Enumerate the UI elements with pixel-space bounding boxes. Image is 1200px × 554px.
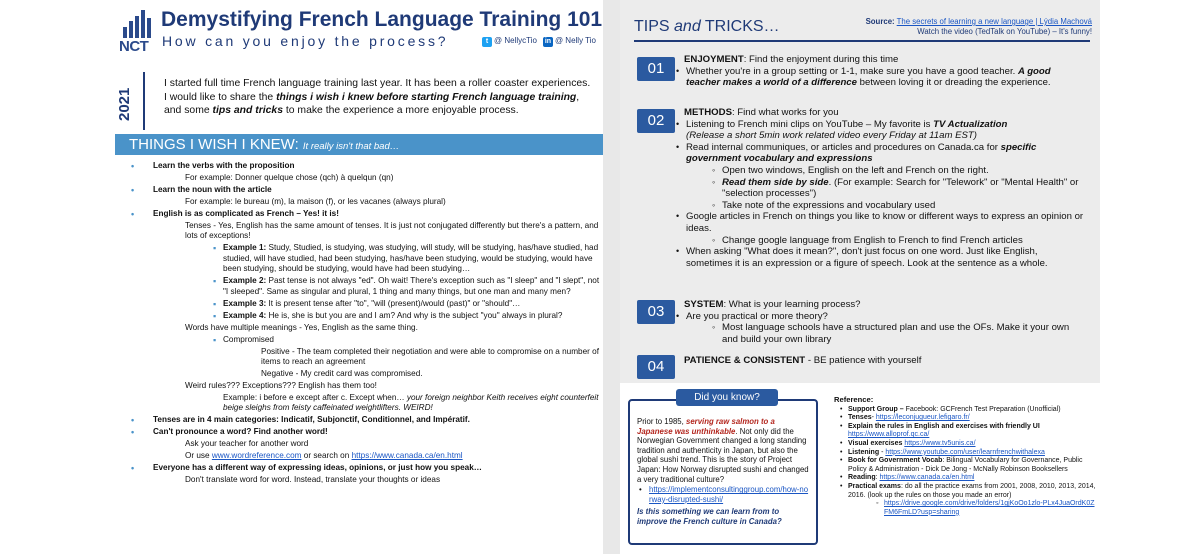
example-label: Example 1:: [223, 243, 267, 253]
tip-heading-label: SYSTEM: [684, 299, 724, 310]
bullet: •: [131, 161, 135, 171]
bullet: •: [676, 310, 680, 321]
bullet: •: [676, 65, 680, 76]
tip-line: [620, 200, 1086, 212]
bullet: ◦: [876, 500, 879, 508]
did-you-know-box: Prior to 1985, serving raw salmon to a Japanese was unthinkable. Not only did the Norwegian Government changed a long standing tradition and authenticity in Japan, but also the global sushi trend. This is the story of Project Japan: How Norway disrupted sushi and changed a very traditional culture? • https://implementconsultinggroup.com/how-norway-disrupted-sushi/ Is this something we can learn from to improve the French culture in Canada?: [628, 399, 818, 545]
reference-link[interactable]: https://leconjugueur.lefigaro.fr/: [875, 414, 970, 422]
divider: [143, 72, 145, 130]
did-you-know-heading: Did you know?: [676, 389, 778, 406]
tip-heading-text: : Find what works for you: [731, 107, 839, 118]
bullet: •: [840, 482, 843, 490]
twitter-handle[interactable]: t @ NellycTio: [482, 36, 537, 47]
tip-text: Open two windows, English on the left and French on the right.: [722, 164, 989, 176]
drive-link[interactable]: https://drive.google.com/drive/folders/1gjKoOo1zlo-PLx4JuaOrdK0ZFM6FmLD?usp=sharing: [884, 500, 1095, 516]
reference-label: Practical exams: [848, 482, 901, 490]
list-item: [115, 197, 603, 207]
item-text: Learn the noun with the article: [153, 185, 272, 194]
list-item: [115, 475, 603, 485]
reference-list: Reference: • Support Group – Facebook: GCFrench Test Preparation (Unofficial) • Tenses- https://leconjugueur.lefigaro.fr/ • Explain the rules in English and exercises with friendly UI https://www.alloprof.qc.ca/ • Visual exercises https://www.tv5unis.ca/ • Listening - https://www.youtube.com/user/learnfrenchwithalexa • Book for Government Vocab: Bilingual Vocabulary for Governance, Public Policy & Administration - Dick De Jong - McNally Robinson Booksellers • Reading: https://www.canada.ca/en.html • Practical exams: do all the practice exams from 2001, 2008, 2010, 2013, 2014, 2016. (look up the rules on those you made an error) ◦ https://drive.google.com/drive/folders/1gjKoOo1zlo-PLx4JuaOrdK0ZFM6FmLD?usp=sharing: [834, 395, 1096, 516]
bullet: •: [840, 422, 843, 430]
reference-text: :: [875, 474, 880, 482]
tip-heading: [684, 355, 1086, 367]
tip-heading-text: - BE patience with yourself: [805, 355, 922, 366]
list-item: [115, 451, 603, 461]
tip-text: Change google language from English to French to find French articles: [722, 234, 1023, 246]
wordreference-link[interactable]: www.wordreference.com: [211, 451, 302, 461]
sushi-article-link[interactable]: https://implementconsultinggroup.com/how-norway-disrupted-sushi/: [649, 485, 809, 504]
item-text: Positive - The team completed their negotiation and were able to compromise on a number of items to reach an agreement: [261, 346, 599, 367]
list-item: [115, 415, 603, 425]
bullet: •: [131, 185, 135, 195]
bullet: ◦: [712, 199, 716, 210]
tip-emphasis: specific government vocabulary and expressions: [686, 141, 1037, 165]
bottom-panel: [620, 383, 1100, 554]
item-text: Learn the verbs with the proposition: [153, 161, 295, 170]
bullet: •: [131, 209, 135, 219]
item-text: Weird rules??? Exceptions??? English has them too!: [185, 381, 377, 391]
item-text: Tenses - Yes, English has the same amount of tenses. It is just not conjugated differently but there's a pattern, and lots of exceptions!: [185, 221, 599, 241]
tip-block: [676, 107, 1086, 269]
item-text: Words have multiple meanings - Yes, English as the same thing.: [185, 322, 418, 332]
twitter-icon: t: [482, 37, 492, 47]
item-text: For example: Donner quelque chose (qch) à quelqun (qn): [185, 173, 394, 182]
reference-label: Reading: [848, 474, 876, 482]
item-text: For example: le bureau (m), la maison (f), or les vacanes (always plural): [185, 197, 446, 206]
list-item: [834, 483, 1096, 500]
tip-number-badge: 01: [637, 57, 675, 81]
reference-label: Book for Government Vocab: [848, 457, 943, 465]
tip-line: [620, 165, 1086, 177]
social-handles: [482, 36, 596, 47]
reference-label: Explain the rules in English and exercises with friendly UI: [848, 422, 1040, 430]
list-item: [834, 500, 1096, 517]
reference-link[interactable]: https://www.youtube.com/user/learnfrenchwithalexa: [885, 448, 1045, 456]
list-item: [115, 427, 603, 437]
page-subtitle: How can you enjoy the process?: [162, 33, 449, 49]
tip-emphasis: Read them side by side: [722, 176, 829, 188]
tip-number-badge: 03: [637, 300, 675, 324]
item-text: or search on: [301, 451, 352, 461]
bullet: •: [840, 405, 843, 413]
item-text: English is as complicated as French – Yes! it is!: [153, 209, 339, 218]
left-page: [115, 0, 603, 554]
reference-text: : do all the practice exams from 2001, 2008, 2010, 2013, 2014, 2016. (look up the rules on those you made an error): [848, 482, 1096, 499]
item-text: He is, she is but you are and I am? And why is the subject "you" always in plural?: [266, 310, 563, 320]
tip-line: [620, 211, 1086, 234]
tips-title: TIPS and TRICKS…: [634, 18, 780, 35]
item-text: Example: i before e except after c. Except when…: [223, 393, 407, 403]
bullet: •: [840, 448, 843, 456]
bullet: •: [676, 246, 680, 257]
bullet: ◦: [712, 234, 716, 245]
list-item: [115, 209, 603, 219]
list-item: [834, 423, 1096, 440]
reference-label: Tenses: [848, 414, 872, 422]
tip-text: Whether you're in a group setting or 1-1, make sure you have a good teacher.: [686, 65, 1018, 77]
tip-block: [676, 299, 1086, 345]
right-page: [620, 0, 1100, 554]
things-list: [115, 161, 603, 487]
item-text: Or use: [185, 451, 212, 461]
example-label: Example 4:: [223, 310, 267, 320]
list-item: [115, 347, 603, 368]
linkedin-handle[interactable]: in @ Nelly Tio: [544, 36, 596, 45]
tip-line: [620, 142, 1086, 165]
tip-emphasis: A good teacher makes a world of a difference: [686, 65, 1051, 89]
tip-heading: [684, 299, 1086, 311]
item-text: Compromised: [223, 334, 274, 344]
reference-text: : Bilingual Vocabulary for Governance, Public Policy & Administration - Dick De Jong - McNally Robinson Booksellers: [848, 457, 1083, 473]
list-item: [115, 393, 603, 414]
list-item: [115, 243, 603, 274]
list-item: [115, 335, 603, 345]
list-item: [115, 161, 603, 171]
tip-text: When asking "What does it mean?", don't just focus on one word. Just like English, sometimes it is an expression or a figure of speech. Look at the sentence as a whole.: [686, 246, 1048, 269]
list-item: [115, 381, 603, 391]
list-item: [834, 406, 1096, 415]
bullet: •: [840, 457, 843, 465]
tip-line: [620, 311, 1086, 323]
year-label: 2021: [116, 87, 133, 121]
page-gap: [603, 0, 620, 554]
bullet: •: [676, 141, 680, 152]
bullet: •: [840, 439, 843, 447]
tip-heading-text: : Find the enjoyment during this time: [743, 54, 899, 65]
bullet: •: [676, 211, 680, 222]
item-text: Past tense is not always "ed". Oh wait! There's exception such as "I sleep" and "I slept", not "I sleeped". Same as singular and plural, 1 thing and many things, but one man and many men?: [223, 276, 600, 296]
reference-text: -: [879, 448, 886, 456]
canada-link[interactable]: https://www.canada.ca/en.html: [351, 451, 463, 461]
bullet: ▪: [213, 334, 217, 345]
tip-text: Read internal communiques, or articles and procedures on Canada.ca for: [686, 141, 1001, 153]
tip-text: . (For example: Search for "Telework" or "Mental Health" or "selection processes"): [722, 176, 1079, 200]
reference-link[interactable]: https://www.canada.ca/en.html: [879, 474, 975, 482]
list-item: [834, 440, 1096, 449]
tip-line: [620, 66, 1086, 89]
item-text: It is present tense after "to", "will (present)/would (past)" or "should"…: [266, 298, 521, 308]
bullet: ▪: [213, 243, 217, 254]
reference-text: Facebook: GCFrench Test Preparation (Unofficial): [905, 405, 1061, 413]
tip-line: [620, 119, 1086, 142]
tip-number-badge: 02: [637, 109, 675, 133]
tip-emphasis: TV Actualization: [933, 118, 1008, 130]
list-item: [834, 449, 1096, 458]
reference-label: Support Group –: [848, 405, 906, 413]
list-item: [115, 439, 603, 449]
bullet: ▪: [213, 298, 217, 309]
reference-label: Listening: [848, 448, 880, 456]
intro-paragraph: I started full time French language training last year. It has been a roller coaster experiences. I would like to share the things i wish i knew before starting French language training, and some tips and tricks to make the experience a more enjoyable process.: [164, 78, 591, 117]
bullet: ▪: [213, 310, 217, 321]
source-note: Source: The secrets of learning a new language | Lýdia Machová Watch the video (TedTalk on YouTube) – It's funny!: [865, 17, 1092, 36]
tip-line: [620, 177, 1086, 200]
nct-logo: [119, 10, 155, 56]
example-label: Example 2:: [223, 276, 267, 286]
tip-heading: [684, 107, 1086, 119]
reference-link[interactable]: https://www.tv5unis.ca/: [904, 439, 976, 447]
list-item: [834, 457, 1096, 474]
tip-number-badge: 04: [637, 355, 675, 379]
item-text: Negative - My credit card was compromised.: [261, 369, 423, 379]
tip-text: Are you practical or more theory?: [686, 310, 828, 322]
things-banner: THINGS I WISH I KNEW: It really isn't that bad…: [115, 134, 603, 155]
tip-text: between loving it or dreading the experience.: [856, 77, 1051, 89]
bullet: •: [131, 427, 135, 438]
list-item: [834, 474, 1096, 483]
bullet: ◦: [712, 176, 716, 187]
tip-text: Take note of the expressions and vocabulary used: [722, 199, 936, 211]
tip-line: [620, 235, 1086, 247]
tip-heading-label: METHODS: [684, 107, 732, 118]
list-item: [115, 369, 603, 379]
item-text: Everyone has a different way of expressing ideas, opinions, or just how you speak…: [153, 463, 482, 473]
logo-text: NCT: [119, 38, 149, 55]
tip-line: [620, 246, 1086, 269]
list-item: [115, 463, 603, 473]
list-item: [115, 221, 603, 242]
bars-icon: [123, 10, 151, 38]
list-item: [834, 414, 1096, 423]
bullet: •: [639, 485, 642, 495]
tip-heading: [684, 54, 1086, 66]
list-item: [115, 299, 603, 309]
tip-block: [676, 54, 1086, 89]
item-text: Ask your teacher for another word: [185, 439, 309, 449]
bullet: ▪: [213, 276, 217, 287]
reference-label: Visual exercises: [848, 439, 903, 447]
item-italic: your foreign neighbor Keith receives eight counterfeit beige sleighs from feisty caffeinated weightlifters. WEIRD!: [223, 393, 599, 413]
bullet: •: [131, 463, 135, 474]
source-link[interactable]: The secrets of learning a new language | Lýdia Machová: [896, 17, 1092, 26]
tip-heading-text: : What is your learning process?: [723, 299, 861, 310]
tip-line: [620, 322, 1086, 345]
bullet: ◦: [712, 164, 716, 175]
list-item: [115, 276, 603, 297]
bullet: •: [131, 415, 135, 426]
bullet: ◦: [712, 322, 716, 333]
tip-text: Listening to French mini clips on YouTube – My favorite is: [686, 118, 934, 130]
example-label: Example 3:: [223, 298, 267, 308]
item-text: Study, Studied, is studying, was studying, will study, will be studying, has/have studied, had studied, will have studied, had been studying, has/have been studying, would be studying, would have been studying, should be studying, would have had been studying…: [223, 243, 599, 274]
tip-text: Most language schools have a structured plan and use the OFs. Make it your own and build your own library: [722, 322, 1070, 345]
list-item: [115, 173, 603, 183]
tip-heading-label: PATIENCE & CONSISTENT: [684, 355, 806, 366]
list-item: [115, 323, 603, 333]
tip-heading-label: ENJOYMENT: [684, 54, 744, 65]
linkedin-icon: in: [544, 38, 552, 45]
reference-link[interactable]: https://www.alloprof.qc.ca/: [848, 431, 930, 439]
tip-text: Google articles in French on things you like to know or different ways to express an opinion or ideas.: [686, 211, 1084, 234]
list-item: [115, 311, 603, 321]
bullet: •: [840, 414, 843, 422]
list-item: [115, 185, 603, 195]
item-text: Don't translate word for word. Instead, translate your thoughts or ideas: [185, 475, 441, 485]
bullet: •: [840, 474, 843, 482]
divider: [634, 40, 1090, 42]
tip-note: (Release a short 5min work related video every Friday at 11am EST): [686, 130, 977, 142]
tip-block: [684, 355, 1086, 367]
item-text: Tenses are in 4 main categories: Indicatif, Subjonctif, Conditionnel, and Impératif.: [153, 415, 470, 425]
page-title: Demystifying French Language Training 101: [161, 8, 603, 31]
reference-text: -: [871, 414, 876, 422]
bullet: •: [676, 118, 680, 129]
item-text: Can't pronounce a word? Find another word!: [153, 427, 328, 437]
